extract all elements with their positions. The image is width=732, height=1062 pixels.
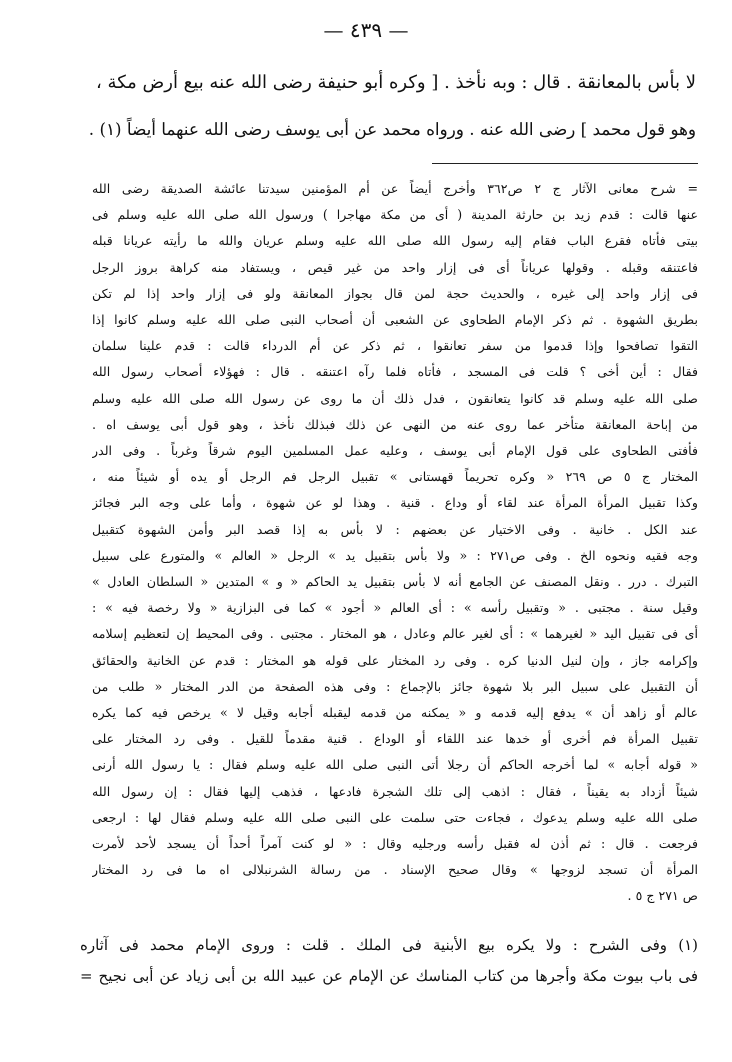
commentary-line: فاعتنقه وقبله . وقولها عرياناً أى فى إزار واحد من غير قيص ، ويستفاد منه كراهة بروز الرجل — [92, 259, 698, 275]
main-text-line: لا بأس بالمعانقة . قال : وبه نأخذ . [ وكره أبو حنيفة رضى الله عنه بيع أرض مكة ، — [96, 72, 696, 93]
commentary-line: عند الكل . خانية . وفى الاختيار عن بعضهم : لا بأس به إذا قصد البر وأمن الشهوة كتقبيل — [92, 521, 698, 537]
commentary-block — [92, 176, 698, 910]
commentary-line: وجه فقيه ونحوه الخ . وفى ص٢٧١ : « ولا بأس بتقبيل يد » الرجل « العالم » والمتورع على سبيل — [92, 547, 698, 563]
commentary-line: تقبيل المرأة فم أخرى أو خدها عند اللقاء أو الوداع . قنية مقدماً للقيل . وفى رد المختار على — [92, 731, 698, 747]
commentary-line: فقال : أين أخى ؟ قلت فى المسجد ، فأتاه فلما رآه اعتنقه . قال : فهؤلاء أصحاب رسول الله — [92, 364, 698, 380]
commentary-line: وكذا تقبيل المرأة المرأة عند لقاء أو وداع . قنية . وهذا لو عن شهوة ، وأما على وجه البر فجائز — [92, 495, 698, 511]
main-text-line: وهو قول محمد ] رضى الله عنه . ورواه محمد عن أبى يوسف رضى الله عنهما أيضاً (١) . — [88, 119, 696, 139]
main-text-block — [88, 60, 696, 152]
footnote-line: (١) وفى الشرح : ولا يكره بيع الأبنية فى الملك . قلت : وروى الإمام محمد فى آثاره — [80, 936, 698, 954]
commentary-line: صلى الله عليه وسلم قد كانوا يتعانقون ، فدل ذلك أن ما روى عن رسول الله صلى الله عليه وسلم — [92, 390, 698, 406]
commentary-line: من إباحة المعانقة متأخر عما روى عنه من النهى عن ذلك فبذلك نأخذ ، وهو قول أبى يوسف اه . — [92, 416, 698, 432]
commentary-line: عالم أو زاهد أن » يدفع إليه قدمه و « يمكنه من قدمه ليقبله أجابه وقيل لا » يرخص فيه كما يكره — [92, 705, 698, 721]
commentary-line: المختار ج ٥ ص ٢٦٩ « وكره تحريماً قهستانى » تقبيل الرجل فم الرجل أو يده أو شيئاً منه ، — [92, 469, 698, 485]
commentary-line: وقيل سنة . مجتبى . « وتقبيل رأسه » : أى العالم « أجود » كما فى البزازية « ولا رخصة فيه » : — [92, 600, 698, 616]
commentary-line: التبرك . درر . ونقل المصنف عن الجامع أنه لا بأس بتقبيل يد الحاكم « و » المتدين « السلطان العادل » — [92, 574, 698, 590]
commentary-line: عنها قالت : قدم زيد بن حارثة المدينة ( أى من مكة مهاجرا ) ورسول الله صلى الله عليه وسلم فى — [92, 207, 698, 223]
commentary-line: المرأة أن تسجد لزوجها » وقال صحيح الإسناد . من رسالة الشرنبلالى اه ما فى رد المختار — [92, 862, 698, 878]
page-number: — ٤٣٩ — — [323, 18, 409, 42]
commentary-line: بطريق الشهوة . ثم ذكر الإمام الطحاوى عن الشعبى أن أصحاب النبى صلى الله عليه وسلم كانوا إذا — [92, 312, 698, 328]
footnote-line: فى باب بيوت مكة وأجرها من كتاب المناسك عن الإمام عن عبيد الله بن أبى زياد عن أبى نجيح = — [80, 967, 698, 985]
commentary-line: أن التقبيل على سبيل البر بلا شهوة جائز بالإجماع : وفى هذه الصفحة من الدر المختار « طلب من — [92, 678, 698, 694]
commentary-line: أى فى تقبيل اليد « لغيرهما » : أى لغير عالم وعادل ، هو المختار . مجتبى . وفى المحيط إن لتعظيم إسلامه — [92, 626, 698, 642]
commentary-line: صلى الله عليه وسلم يدعوك ، فجاءت حتى سلمت على النبى صلى الله عليه وسلم فقال لها : ارجعى — [92, 809, 698, 825]
commentary-line: = شرح معانى الآثار ج ٢ ص٣٦٢ وأخرج أيضاً عن أم المؤمنين سيدتنا عائشة الصديقة رضى الله — [92, 181, 698, 196]
commentary-line: فى إزار واحد إلى غيره ، والحديث حجة لمن قال بجواز المعانقة ولو فى إزار واحد إذا لم تكن — [92, 285, 698, 301]
footnote-block — [80, 930, 698, 992]
footnote-separator — [432, 163, 698, 164]
commentary-line: ص ٢٧١ ج ٥ . — [627, 888, 698, 904]
commentary-line: بيتى فأتاه فقرع الباب فقام إليه رسول الله صلى الله عليه وسلم عريان والله ما رأيته عريانا قبله — [92, 233, 698, 249]
commentary-line: فأفتى الطحاوى على قول الإمام أبى يوسف ، وعليه عمل المسلمين اليوم شرقاً وغرباً . وفى الدر — [92, 443, 698, 459]
commentary-line: التقوا تصافحوا وإذا قدموا من سفر تعانقوا ، ثم ذكر عن أم الدرداء قالت : قدم علينا سلمان — [92, 338, 698, 354]
commentary-line: فرجعت . قال : ثم أذن له فقبل رأسه ورجليه وقال : « لو كنت آمراً أحداً أن يسجد لأحد لأمرت — [92, 836, 698, 852]
commentary-line: « قوله أجابه » لما أخرجه الحاكم أن رجلا أتى النبى صلى الله عليه وسلم فقال : يا رسول الله أرنى — [92, 757, 698, 773]
commentary-line: وإكرامه جاز ، وإن لنيل الدنيا كره . وفى رد المختار على قوله هو المختار : قدم عن الخانية والحقائق — [92, 652, 698, 668]
commentary-line: شيئاً أزداد به يقيناً ، فقال : اذهب إلى تلك الشجرة فادعها ، فذهب إليها فقال : إن رسول الله — [92, 783, 698, 799]
